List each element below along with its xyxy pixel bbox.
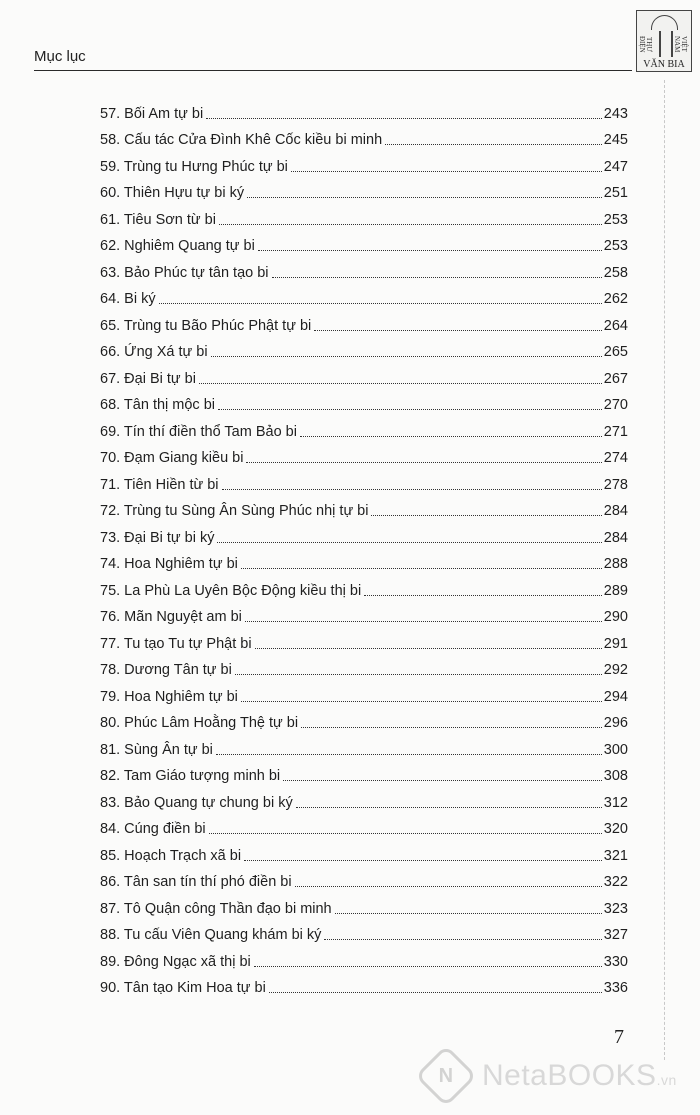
toc-leader-dots xyxy=(283,779,602,781)
toc-leader-dots xyxy=(241,567,602,569)
toc-leader-dots xyxy=(219,223,602,225)
toc-entry-page: 253 xyxy=(603,238,628,254)
toc-entry xyxy=(100,865,628,892)
toc-entry-title: 72. Trùng tu Sùng Ân Sùng Phúc nhị tự bi xyxy=(100,503,369,519)
toc-entry-title: 89. Đông Ngạc xã thị bi xyxy=(100,953,251,970)
toc-leader-dots xyxy=(255,647,602,649)
toc-leader-dots xyxy=(235,673,602,675)
toc-entry xyxy=(100,414,628,441)
toc-entry-title: 77. Tu tạo Tu tự Phật bi xyxy=(100,635,252,652)
toc-entry-page: 247 xyxy=(603,158,628,175)
toc-entry xyxy=(100,732,628,759)
watermark xyxy=(418,1050,677,1102)
logo-pillar-icon xyxy=(659,31,673,57)
toc-leader-dots xyxy=(244,859,602,861)
toc-entry-page: 243 xyxy=(603,105,628,122)
toc-entry xyxy=(100,335,628,362)
toc-entry xyxy=(100,96,628,123)
toc-entry-title: 57. Bối Am tự bi xyxy=(100,105,204,122)
toc-leader-dots xyxy=(296,806,602,808)
toc-leader-dots xyxy=(254,965,602,967)
toc-entry-page: 271 xyxy=(603,423,628,440)
toc-entry xyxy=(100,520,628,547)
toc-entry-page: 336 xyxy=(603,980,628,996)
toc-entry-page: 264 xyxy=(603,317,628,334)
toc-entry-title: 76. Mãn Nguyệt am bi xyxy=(100,609,242,625)
watermark-suffix: .vn xyxy=(656,1072,677,1088)
toc-entry xyxy=(100,653,628,680)
toc-entry-page: 322 xyxy=(603,874,628,890)
toc-entry xyxy=(100,255,628,282)
toc-entry xyxy=(100,944,628,971)
toc-entry-page: 245 xyxy=(603,132,628,148)
toc-entry-title: 60. Thiên Hựu tự bi ký xyxy=(100,185,245,201)
toc-leader-dots xyxy=(199,382,602,384)
toc-entry-page: 262 xyxy=(603,291,628,307)
toc-leader-dots xyxy=(272,276,602,278)
toc-entry-page: 330 xyxy=(603,953,628,970)
toc-entry-page: 312 xyxy=(603,794,628,811)
toc-entry-page: 321 xyxy=(603,847,628,864)
toc-entry-title: 74. Hoa Nghiêm tự bi xyxy=(100,556,238,572)
toc-entry-page: 327 xyxy=(603,927,628,943)
toc-entry-page: 323 xyxy=(603,900,628,917)
toc-entry xyxy=(100,626,628,653)
toc-entry-page: 253 xyxy=(603,211,628,228)
toc-leader-dots xyxy=(217,541,601,543)
toc-entry-title: 83. Bảo Quang tự chung bi ký xyxy=(100,794,293,811)
toc-entry-title: 87. Tô Quận công Thần đạo bi minh xyxy=(100,900,332,917)
toc-entry-title: 70. Đạm Giang kiều bi xyxy=(100,450,244,466)
page-header xyxy=(34,44,632,71)
toc-entry-page: 308 xyxy=(603,768,628,784)
toc-leader-dots xyxy=(258,249,602,251)
toc-leader-dots xyxy=(206,117,602,119)
toc-entry-page: 251 xyxy=(603,185,628,201)
toc-entry xyxy=(100,547,628,574)
toc-entry xyxy=(100,467,628,494)
toc-entry-title: 58. Cấu tác Cửa Đình Khê Cốc kiều bi minh xyxy=(100,132,383,148)
toc-leader-dots xyxy=(300,435,602,437)
toc-entry xyxy=(100,441,628,468)
toc-entry xyxy=(100,971,628,998)
toc-entry-title: 61. Tiêu Sơn từ bi xyxy=(100,211,216,228)
publisher-logo xyxy=(636,10,692,72)
toc-entry-page: 320 xyxy=(603,821,628,837)
toc-entry-page: 289 xyxy=(603,582,628,599)
toc-leader-dots xyxy=(364,594,602,596)
toc-entry-title: 78. Dương Tân tự bi xyxy=(100,662,232,678)
toc-entry-page: 294 xyxy=(603,688,628,705)
toc-leader-dots xyxy=(335,912,602,914)
toc-entry-page: 300 xyxy=(603,741,628,758)
toc-entry-page: 278 xyxy=(603,476,628,493)
toc-entry-title: 86. Tân san tín thí phó điền bi xyxy=(100,874,292,890)
toc-entry xyxy=(100,785,628,812)
toc-entry-title: 62. Nghiêm Quang tự bi xyxy=(100,238,255,254)
toc-entry-title: 80. Phúc Lâm Hoằng Thệ tự bi xyxy=(100,715,299,731)
toc-entry xyxy=(100,918,628,945)
toc-leader-dots xyxy=(241,700,602,702)
toc-entry xyxy=(100,282,628,309)
toc-entry-title: 71. Tiên Hiền từ bi xyxy=(100,476,219,493)
toc-entry-page: 292 xyxy=(603,662,628,678)
toc-entry-page: 291 xyxy=(603,635,628,652)
toc-entry-title: 64. Bi ký xyxy=(100,291,156,307)
toc-leader-dots xyxy=(295,885,602,887)
toc-entry xyxy=(100,812,628,839)
toc-entry-page: 267 xyxy=(603,370,628,387)
toc-leader-dots xyxy=(209,832,602,834)
toc-entry xyxy=(100,361,628,388)
toc-entry-page: 290 xyxy=(603,609,628,625)
toc-entry-title: 65. Trùng tu Bão Phúc Phật tự bi xyxy=(100,317,312,334)
toc-entry-title: 85. Hoạch Trạch xã bi xyxy=(100,847,242,864)
logo-bottom-text: VĂN BIA xyxy=(643,59,685,70)
toc-entry-title: 75. La Phù La Uyên Bộc Động kiều thị bi xyxy=(100,582,362,599)
table-of-contents xyxy=(100,96,628,997)
toc-entry xyxy=(100,494,628,521)
toc-entry-title: 63. Bảo Phúc tự tân tạo bi xyxy=(100,264,269,281)
toc-entry-title: 84. Cúng điền bi xyxy=(100,821,206,837)
toc-leader-dots xyxy=(371,514,601,516)
toc-leader-dots xyxy=(291,170,602,172)
toc-entry xyxy=(100,202,628,229)
toc-leader-dots xyxy=(159,302,602,304)
toc-entry-title: 68. Tân thị mộc bi xyxy=(100,397,215,413)
header-title: Mục lục xyxy=(34,48,86,65)
toc-entry xyxy=(100,759,628,786)
toc-entry-page: 284 xyxy=(603,529,628,546)
toc-entry-title: 73. Đại Bi tự bi ký xyxy=(100,529,215,546)
toc-leader-dots xyxy=(246,461,601,463)
toc-leader-dots xyxy=(245,620,602,622)
toc-entry-title: 66. Ứng Xá tự bi xyxy=(100,344,208,360)
toc-entry xyxy=(100,573,628,600)
toc-entry-title: 69. Tín thí điền thổ Tam Bảo bi xyxy=(100,423,297,440)
toc-entry xyxy=(100,838,628,865)
toc-entry xyxy=(100,388,628,415)
toc-entry-page: 274 xyxy=(603,450,628,466)
toc-entry-title: 59. Trùng tu Hưng Phúc tự bi xyxy=(100,158,288,175)
toc-leader-dots xyxy=(314,329,602,331)
logo-left-text: THƯ ĐIỆN xyxy=(638,35,653,53)
toc-leader-dots xyxy=(385,143,602,145)
toc-leader-dots xyxy=(216,753,602,755)
toc-entry-title: 82. Tam Giáo tượng minh bi xyxy=(100,768,281,784)
toc-entry-page: 270 xyxy=(603,397,628,413)
toc-entry-title: 90. Tân tạo Kim Hoa tự bi xyxy=(100,980,266,996)
toc-leader-dots xyxy=(211,355,602,357)
toc-entry xyxy=(100,600,628,627)
toc-leader-dots xyxy=(301,726,602,728)
page-edge-divider xyxy=(664,80,666,1060)
toc-entry xyxy=(100,308,628,335)
toc-entry-page: 288 xyxy=(603,556,628,572)
toc-leader-dots xyxy=(269,991,602,993)
toc-entry xyxy=(100,149,628,176)
toc-leader-dots xyxy=(324,938,601,940)
toc-entry-title: 79. Hoa Nghiêm tự bi xyxy=(100,688,238,705)
toc-entry xyxy=(100,176,628,203)
watermark-text: NetaBOOKS.vn xyxy=(482,1059,677,1092)
toc-entry-title: 81. Sùng Ân tự bi xyxy=(100,741,213,758)
logo-dome-icon xyxy=(651,15,678,30)
toc-entry xyxy=(100,706,628,733)
toc-entry-page: 258 xyxy=(603,264,628,281)
toc-leader-dots xyxy=(218,408,602,410)
toc-entry xyxy=(100,123,628,150)
toc-entry-page: 284 xyxy=(603,503,628,519)
toc-leader-dots xyxy=(247,196,602,198)
toc-leader-dots xyxy=(222,488,602,490)
logo-right-text: VIỆT NAM xyxy=(673,35,688,53)
toc-entry-page: 265 xyxy=(603,344,628,360)
toc-entry xyxy=(100,891,628,918)
page-number: 7 xyxy=(614,1026,624,1048)
toc-entry xyxy=(100,679,628,706)
toc-entry xyxy=(100,229,628,256)
watermark-logo-icon: N xyxy=(415,1045,477,1107)
toc-entry-title: 88. Tu cấu Viên Quang khám bi ký xyxy=(100,927,322,943)
toc-entry-page: 296 xyxy=(603,715,628,731)
toc-entry-title: 67. Đại Bi tự bi xyxy=(100,370,196,387)
